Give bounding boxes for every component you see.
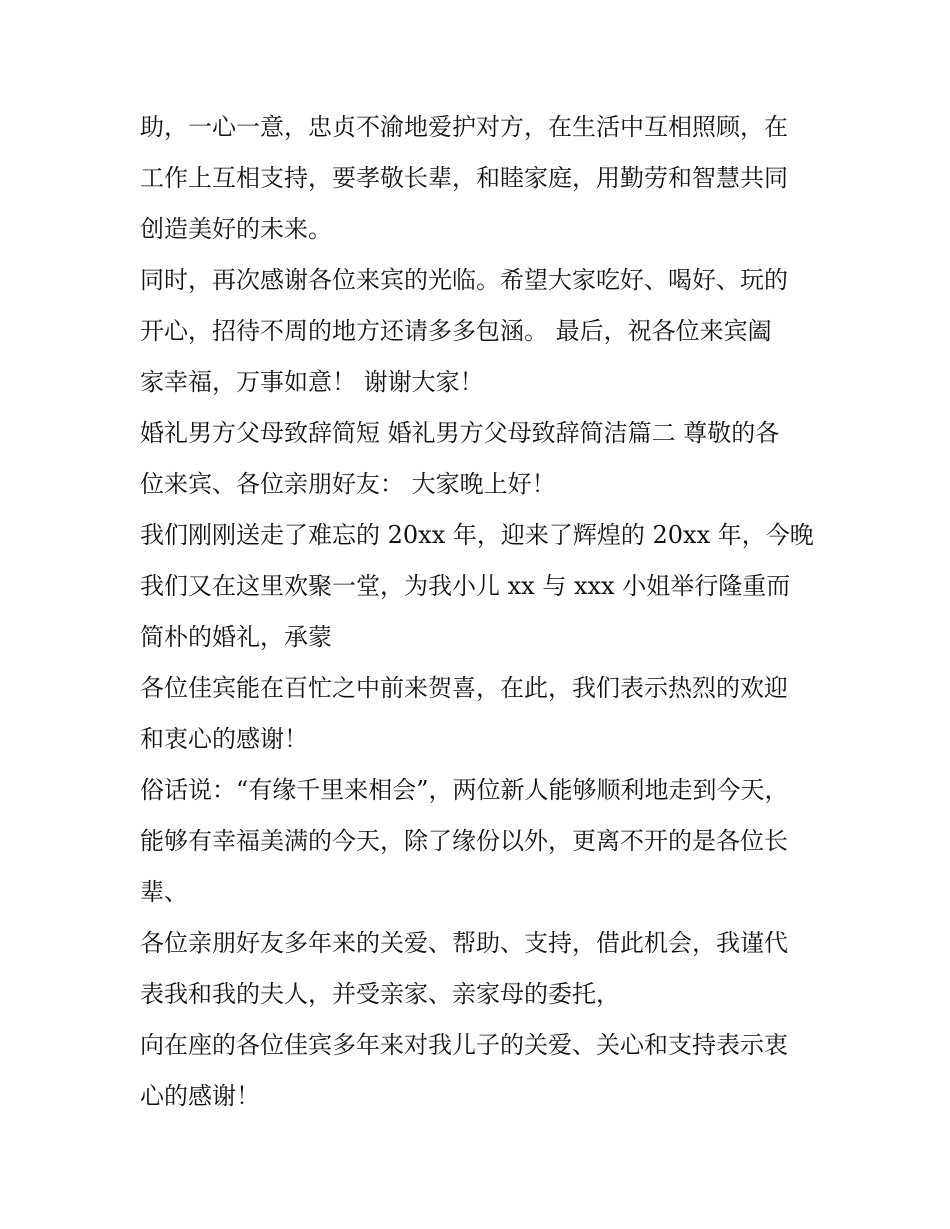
text-line: 我们刚刚送走了难忘的 20xx 年，迎来了辉煌的 20xx 年，今晚 <box>140 521 814 549</box>
text-line: 助，一心一意，忠贞不渝地爱护对方，在生活中互相照顾，在 <box>140 113 788 141</box>
text-line: 婚礼男方父母致辞简短 婚礼男方父母致辞简洁篇二 尊敬的各 <box>140 419 780 447</box>
text-line: 各位佳宾能在百忙之中前来贺喜，在此，我们表示热烈的欢迎 <box>140 674 788 702</box>
text-line: 工作上互相支持，要孝敬长辈，和睦家庭，用勤劳和智慧共同 <box>140 164 788 192</box>
text-line: 能够有幸福美满的今天，除了缘份以外，更离不开的是各位长 <box>140 827 788 855</box>
document-body <box>140 102 820 1122</box>
text-line: 简朴的婚礼，承蒙 <box>140 623 332 651</box>
text-line: 辈、 <box>140 878 188 906</box>
text-line: 家幸福，万事如意！ 谢谢大家！ <box>140 368 484 396</box>
text-line: 同时，再次感谢各位来宾的光临。希望大家吃好、喝好、玩的 <box>140 266 788 294</box>
text-line: 我们又在这里欢聚一堂，为我小儿 xx 与 xxx 小姐举行隆重而 <box>140 572 791 600</box>
text-line: 俗话说：“有缘千里来相会”，两位新人能够顺利地走到今天， <box>140 776 789 804</box>
text-line: 和衷心的感谢！ <box>140 725 308 753</box>
text-line: 各位亲朋好友多年来的关爱、帮助、支持，借此机会，我谨代 <box>140 929 788 957</box>
text-line: 向在座的各位佳宾多年来对我儿子的关爱、关心和支持表示衷 <box>140 1031 788 1059</box>
text-line: 表我和我的夫人，并受亲家、亲家母的委托， <box>140 980 620 1008</box>
text-line: 开心，招待不周的地方还请多多包涵。 最后，祝各位来宾阖 <box>140 317 772 345</box>
text-line: 创造美好的未来。 <box>140 215 332 243</box>
text-line: 心的感谢！ <box>140 1082 260 1110</box>
text-line: 位来宾、各位亲朋好友： 大家晚上好！ <box>140 470 556 498</box>
